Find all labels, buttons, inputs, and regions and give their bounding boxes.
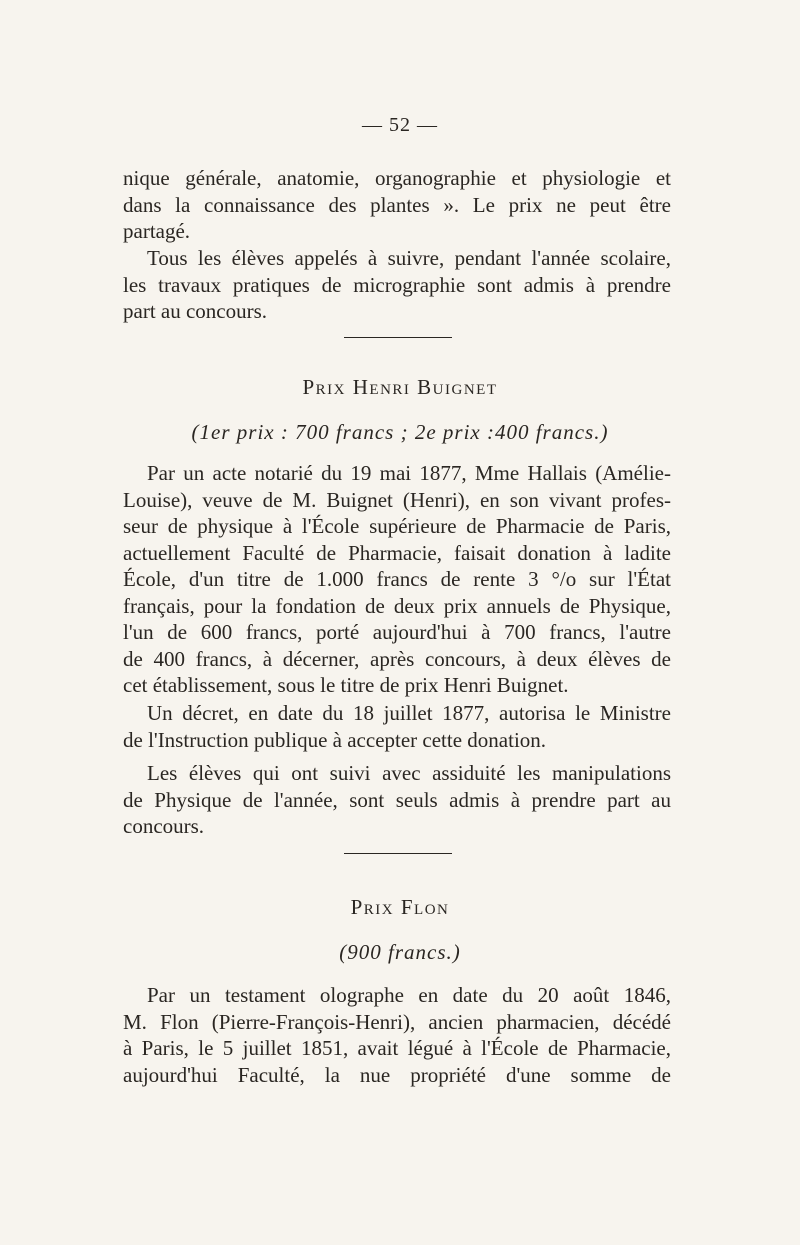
section-heading-flon: Prix Flon — [350, 895, 450, 919]
text-line: seur de physique à l'École supérieure de Pharmacie de Paris, — [123, 514, 671, 538]
text-line: Par un acte notarié du 19 mai 1877, Mme Hallais (Amélie- — [147, 461, 671, 485]
text-line: de l'Instruction publique à accepter cette donation. — [123, 727, 547, 752]
paragraph-eligibility — [123, 245, 671, 325]
text-line: Les élèves qui ont suivi avec assiduité les manipulations — [147, 761, 671, 785]
text-line: partagé. — [123, 219, 191, 243]
text-line: nique générale, anatomie, organographie et physiologie et — [123, 166, 671, 190]
paragraph-decree — [123, 700, 671, 753]
text-line: français, pour la fondation de deux prix annuels de Physique, — [123, 593, 671, 618]
section-divider — [344, 337, 452, 338]
text-line: École, d'un titre de 1.000 francs de rente 3 °/o sur l'État — [123, 567, 671, 591]
section-divider — [344, 853, 452, 854]
text-line: Louise), veuve de M. Buignet (Henri), en son vivant profes- — [123, 487, 671, 512]
section-heading-buignet: Prix Henri Buignet — [302, 375, 498, 399]
paragraph-buignet-eligibility — [123, 760, 671, 840]
text-line: à Paris, le 5 juillet 1851, avait légué à l'École de Pharmacie, — [123, 1036, 671, 1060]
text-line: Un décret, en date du 18 juillet 1877, autorisa le Ministre — [147, 701, 671, 725]
text-line: part au concours. — [123, 299, 268, 323]
text-line: Tous les élèves appelés à suivre, pendant l'année scolaire, — [147, 246, 671, 270]
text-line: les travaux pratiques de micrographie sont admis à prendre — [123, 272, 671, 297]
text-line: actuellement Faculté de Pharmacie, faisait donation à ladite — [123, 540, 671, 565]
paragraph-flon-testament — [123, 982, 671, 1088]
prize-amount-flon: (900 francs.) — [339, 940, 461, 964]
page-number: — 52 — — [362, 114, 438, 136]
text-line: l'un de 600 francs, porté aujourd'hui à 700 francs, l'autre — [123, 620, 671, 644]
text-line: dans la connaissance des plantes ». Le prix ne peut être — [123, 192, 671, 217]
text-line: M. Flon (Pierre-François-Henri), ancien pharmacien, décédé — [123, 1009, 671, 1034]
text-line: cet établissement, sous le titre de prix Henri Buignet. — [123, 673, 569, 697]
text-line: Par un testament olographe en date du 20 août 1846, — [147, 983, 671, 1007]
text-line: de Physique de l'année, sont seuls admis à prendre part au — [123, 787, 671, 812]
paragraph-continuation — [123, 165, 671, 245]
text-line: concours. — [123, 814, 205, 838]
paragraph-buignet-donation — [123, 460, 671, 699]
prize-amounts-buignet: (1er prix : 700 francs ; 2e prix :400 francs.) — [191, 420, 609, 444]
text-line: de 400 francs, à décerner, après concours, à deux élèves de — [123, 646, 671, 671]
text-line: aujourd'hui Faculté, la nue propriété d'une somme de — [123, 1062, 671, 1087]
